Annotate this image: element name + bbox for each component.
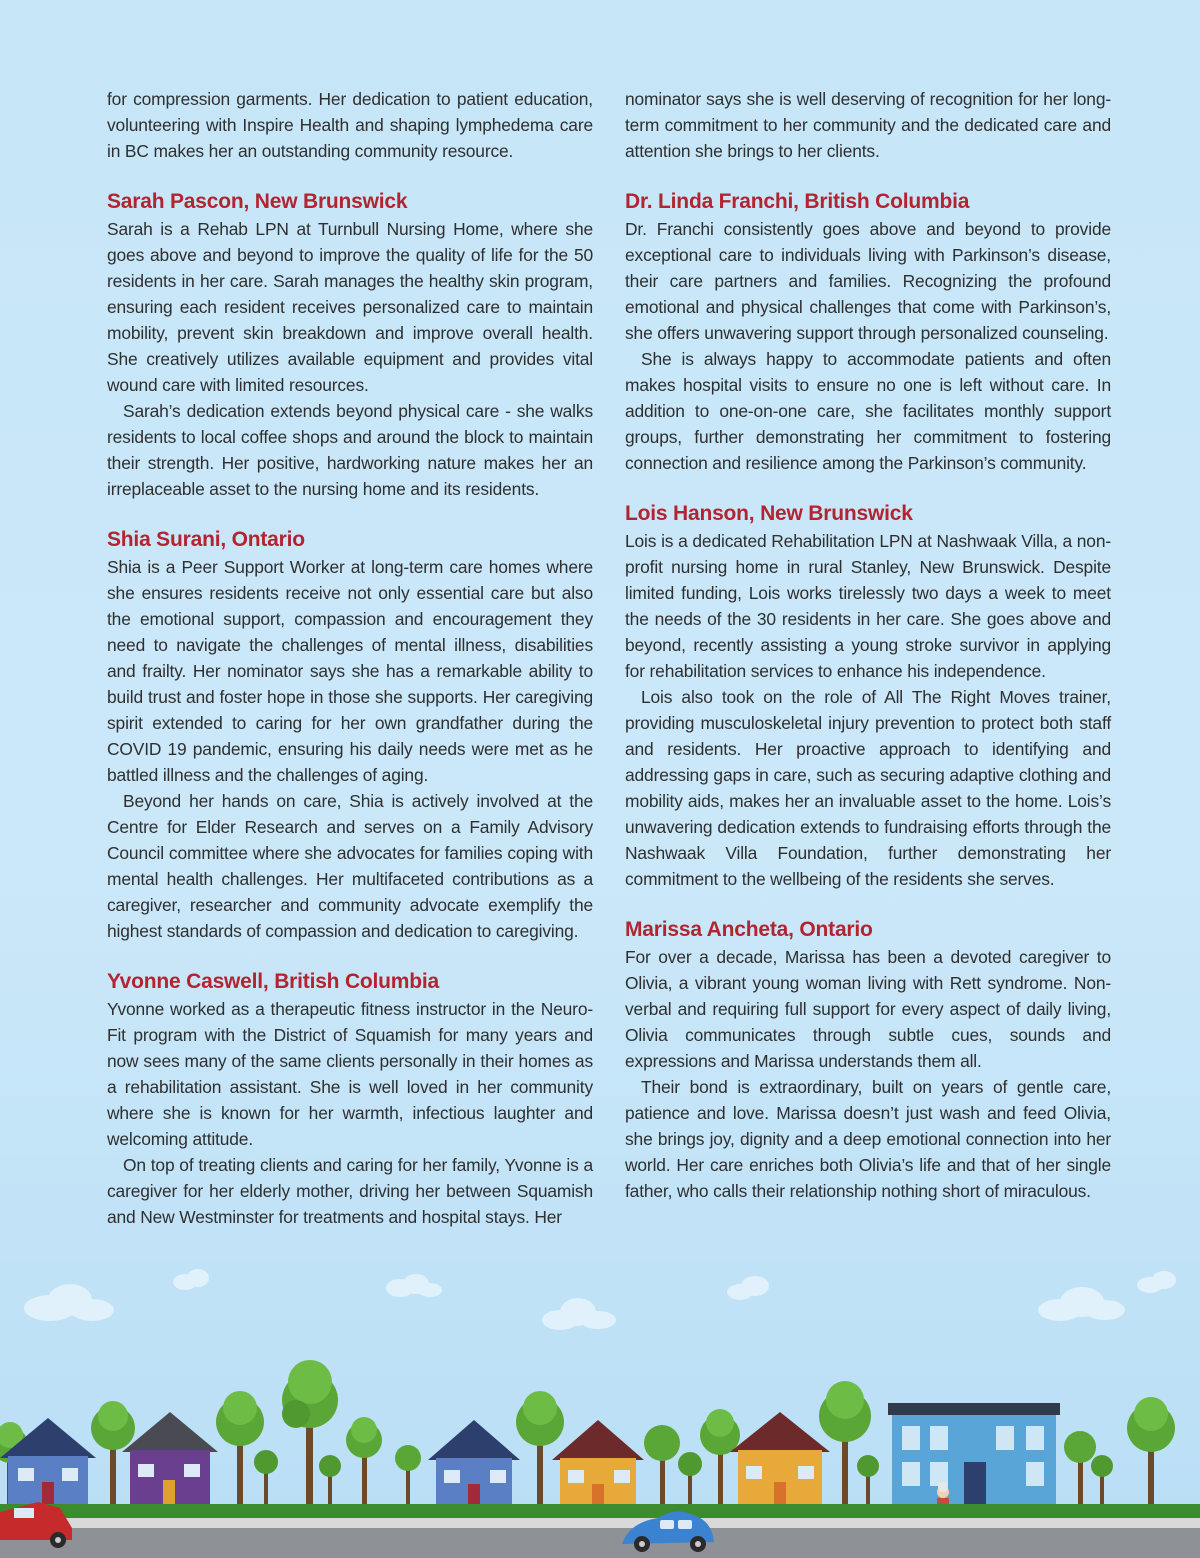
grass-strip (0, 1504, 1200, 1518)
nominee-paragraph: Their bond is extraordinary, built on years of gentle care, patience and love. Marissa doesn’t just wash and feed Olivia, she brings joy, dignity and a deep emotional connection into her world. Her care enriches both Olivia’s life and that of her single father, who calls their relationship nothing short of miraculous. (625, 1077, 1111, 1201)
nominee-heading-shia-surani: Shia Surani, Ontario (107, 528, 305, 551)
tree-icon (1091, 1455, 1113, 1505)
nominee-paragraph: Dr. Franchi consistently goes above and beyond to provide exceptional care to individuals living with Parkinson’s disease, their care partners and families. Recognizing the profound emotional and physical challenges that come with Parkinson’s, she offers unwavering support through personalized counseling. (625, 219, 1111, 343)
cloud-icon (542, 1298, 616, 1330)
tree-icon (254, 1450, 278, 1505)
tree-icon (216, 1391, 264, 1505)
tree-icon (91, 1401, 135, 1505)
cloud-icon (24, 1284, 114, 1321)
house-yellow-1 (552, 1420, 644, 1506)
nominee-paragraph: For over a decade, Marissa has been a devoted caregiver to Olivia, a vibrant young woman living with Rett syndrome. Non-verbal and requiring full support for every aspect of daily living, Olivia communicates through subtle cues, sounds and expressions and Marissa understands them all. (625, 947, 1111, 1071)
nominee-heading-yvonne-caswell: Yvonne Caswell, British Columbia (107, 970, 440, 993)
nominee-paragraph: On top of treating clients and caring for her family, Yvonne is a caregiver for her elderly mother, driving her between Squamish and New Westminster for treatments and hospital stays. Her (107, 1155, 593, 1227)
house-yellow-2 (730, 1412, 830, 1506)
tree-icon (678, 1452, 702, 1505)
tree-icon (644, 1425, 680, 1505)
tree-icon (1127, 1397, 1175, 1505)
left-column (107, 86, 593, 1230)
tree-icon (346, 1417, 382, 1505)
tree-icon (319, 1455, 341, 1505)
nominee-paragraph: Shia is a Peer Support Worker at long-term care homes where she ensures residents receive not only essential care but also the emotional support, compassion and encouragement they need to navigate the challenges of mental illness, disabilities and frailty. Her nominator says she has a remarkable ability to build trust and foster hope in those she supports. Her caregiving spirit extended to caring for her own grandfather during the COVID 19 pandemic, ensuring his daily needs were met as he battled illness and the challenges of aging. (107, 557, 593, 785)
tree-icon (819, 1381, 871, 1505)
house-blue-2 (428, 1420, 520, 1506)
clouds (24, 1269, 1176, 1330)
nominee-paragraph: She is always happy to accommodate patients and often makes hospital visits to ensure no one is left without care. In addition to one-on-one care, she facilitates monthly support groups, further demonstrating her commitment to fostering connection and resilience among the Parkinson’s community. (625, 349, 1111, 473)
left-intro-paragraph: for compression garments. Her dedication to patient education, volunteering with Inspire Health and shaping lymphedema care in BC makes her an outstanding community resource. (107, 89, 593, 161)
right-intro-paragraph: nominator says she is well deserving of recognition for her long-term commitment to her community and the dedicated care and attention she brings to her clients. (625, 89, 1111, 161)
tree-icon (516, 1391, 564, 1505)
nominee-paragraph: Lois is a dedicated Rehabilitation LPN at Nashwaak Villa, a non-profit nursing home in rural Stanley, New Brunswick. Despite limited funding, Lois works tirelessly two days a week to meet the needs of the 30 residents in her care. She goes above and beyond, recently assisting a young stroke survivor in applying for rehabilitation services to enhance his independence. (625, 531, 1111, 681)
nominee-paragraph: Sarah is a Rehab LPN at Turnbull Nursing Home, where she goes above and beyond to improve the quality of life for the 50 residents in her care. Sarah manages the healthy skin program, ensuring each resident receives personalized care to maintain mobility, prevent skin breakdown and improve overall health. She creatively utilizes available equipment and provides vital wound care with limited resources. (107, 219, 593, 395)
neighbourhood-illustration (0, 1240, 1200, 1558)
cloud-icon (1038, 1287, 1125, 1321)
cloud-icon (1137, 1271, 1176, 1293)
nominee-paragraph: Yvonne worked as a therapeutic fitness instructor in the Neuro-Fit program with the District of Squamish for many years and now sees many of the same clients personally in their homes as a rehabilitation assistant. She is well loved in her community where she is known for her warmth, infectious laughter and welcoming attitude. (107, 999, 593, 1149)
cloud-icon (386, 1274, 442, 1297)
cloud-icon (727, 1276, 769, 1300)
nominee-paragraph: Beyond her hands on care, Shia is actively involved at the Centre for Elder Research and serves on a Family Advisory Council committee where she advocates for families coping with mental health challenges. Her multifaceted contributions as a caregiver, researcher and community advocate exemplify the highest standards of compassion and dedication to caregiving. (107, 791, 593, 941)
tree-icon (700, 1409, 740, 1505)
nominee-heading-marissa-ancheta: Marissa Ancheta, Ontario (625, 918, 873, 941)
nominee-paragraph: Lois also took on the role of All The Right Moves trainer, providing musculoskeletal injury prevention to protect both staff and residents. Her proactive approach to identifying and addressing gaps in care, such as securing adaptive clothing and mobility aids, makes her an invaluable asset to the home. Lois’s unwavering dedication extends to fundraising efforts through the Nashwaak Villa Foundation, further demonstrating her commitment to the wellbeing of the residents she serves. (625, 687, 1111, 889)
apartment-building (888, 1403, 1060, 1507)
cloud-icon (173, 1269, 209, 1290)
house-purple (122, 1412, 218, 1506)
nominee-heading-linda-franchi: Dr. Linda Franchi, British Columbia (625, 190, 970, 213)
sidewalk (0, 1518, 1200, 1528)
tree-icon (395, 1445, 421, 1505)
tree-icon (857, 1455, 879, 1505)
right-column (625, 86, 1111, 1204)
nominee-heading-lois-hanson: Lois Hanson, New Brunswick (625, 502, 913, 525)
nominee-heading-sarah-pascon: Sarah Pascon, New Brunswick (107, 190, 408, 213)
road (0, 1528, 1200, 1558)
nominee-paragraph: Sarah’s dedication extends beyond physical care - she walks residents to local coffee shops and around the block to maintain their strength. Her positive, hardworking nature makes her an irreplaceable asset to the nursing home and its residents. (107, 401, 593, 499)
